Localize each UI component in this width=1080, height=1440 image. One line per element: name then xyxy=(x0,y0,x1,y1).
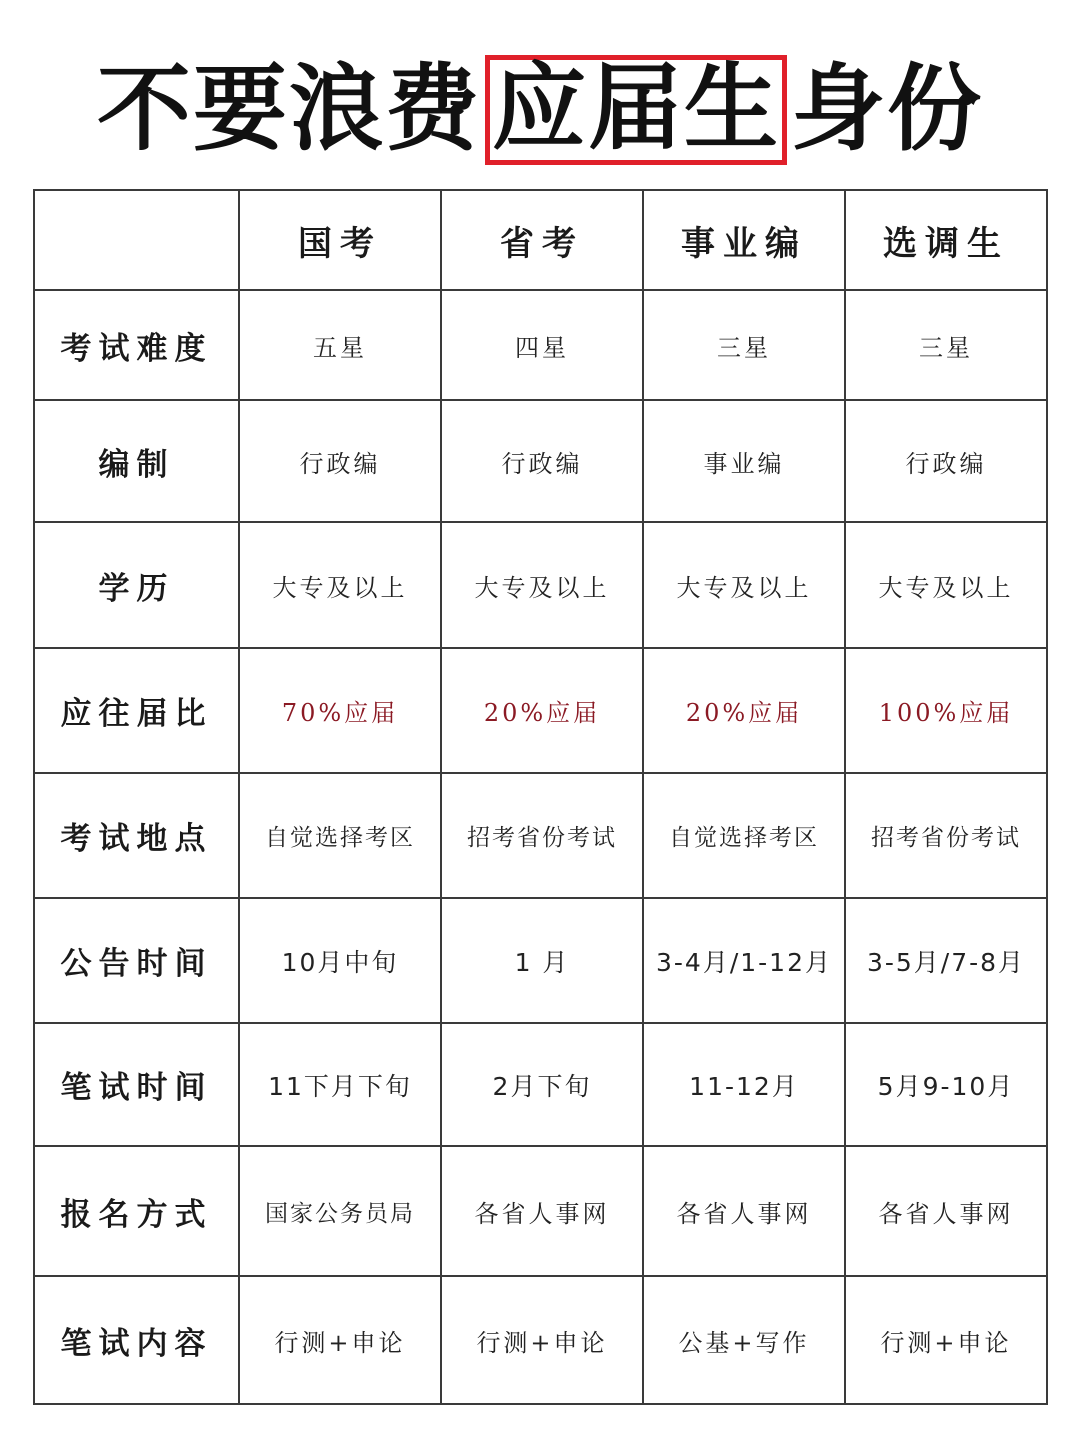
table-cell: 四星 xyxy=(441,290,643,400)
title-prefix: 不要浪费 xyxy=(96,55,481,164)
table-cell: 大专及以上 xyxy=(239,522,441,648)
table-cell: 10月中旬 xyxy=(239,898,441,1023)
corner-cell xyxy=(34,190,239,290)
table-row xyxy=(34,648,1047,773)
row-label: 应往届比 xyxy=(34,648,239,773)
table-cell: 20%应届 xyxy=(441,648,643,773)
table-cell: 3-5月/7-8月 xyxy=(845,898,1047,1023)
table-cell: 各省人事网 xyxy=(441,1146,643,1276)
column-header-shengkao: 省考 xyxy=(441,190,643,290)
table-cell: 5月9-10月 xyxy=(845,1023,1047,1146)
comparison-table xyxy=(33,189,1048,1405)
table-cell: 20%应届 xyxy=(643,648,845,773)
table-cell: 行测+申论 xyxy=(441,1276,643,1404)
table-row xyxy=(34,1276,1047,1404)
title-highlight: 应届生 xyxy=(485,55,787,165)
table-cell: 三星 xyxy=(845,290,1047,400)
table-header-row xyxy=(34,190,1047,290)
table-row xyxy=(34,522,1047,648)
row-label: 报名方式 xyxy=(34,1146,239,1276)
row-label: 编制 xyxy=(34,400,239,522)
row-label: 公告时间 xyxy=(34,898,239,1023)
table-cell: 70%应届 xyxy=(239,648,441,773)
table-cell: 1 月 xyxy=(441,898,643,1023)
page-title xyxy=(0,52,1080,168)
table-row xyxy=(34,1023,1047,1146)
row-label: 学历 xyxy=(34,522,239,648)
table-cell: 事业编 xyxy=(643,400,845,522)
table-cell: 三星 xyxy=(643,290,845,400)
column-header-shiyebian: 事业编 xyxy=(643,190,845,290)
table-cell: 自觉选择考区 xyxy=(643,773,845,898)
table-cell: 100%应届 xyxy=(845,648,1047,773)
table-cell: 大专及以上 xyxy=(845,522,1047,648)
table-cell: 行测+申论 xyxy=(239,1276,441,1404)
table-cell: 11下月下旬 xyxy=(239,1023,441,1146)
table-cell: 招考省份考试 xyxy=(845,773,1047,898)
table-cell: 各省人事网 xyxy=(845,1146,1047,1276)
table-cell: 大专及以上 xyxy=(441,522,643,648)
column-header-xuandiaosheng: 选调生 xyxy=(845,190,1047,290)
table-row xyxy=(34,290,1047,400)
table-row xyxy=(34,773,1047,898)
row-label: 考试地点 xyxy=(34,773,239,898)
table-cell: 行政编 xyxy=(845,400,1047,522)
table-cell: 2月下旬 xyxy=(441,1023,643,1146)
table-cell: 公基+写作 xyxy=(643,1276,845,1404)
table-cell: 五星 xyxy=(239,290,441,400)
table-cell: 3-4月/1-12月 xyxy=(643,898,845,1023)
table-cell: 自觉选择考区 xyxy=(239,773,441,898)
table-cell: 招考省份考试 xyxy=(441,773,643,898)
table-cell: 行政编 xyxy=(239,400,441,522)
table-cell: 国家公务员局 xyxy=(239,1146,441,1276)
row-label: 考试难度 xyxy=(34,290,239,400)
table-row xyxy=(34,898,1047,1023)
table-cell: 各省人事网 xyxy=(643,1146,845,1276)
table-cell: 11-12月 xyxy=(643,1023,845,1146)
row-label: 笔试时间 xyxy=(34,1023,239,1146)
title-suffix: 身份 xyxy=(791,55,984,164)
row-label: 笔试内容 xyxy=(34,1276,239,1404)
table-row xyxy=(34,400,1047,522)
table-cell: 行政编 xyxy=(441,400,643,522)
table-cell: 行测+申论 xyxy=(845,1276,1047,1404)
table-cell: 大专及以上 xyxy=(643,522,845,648)
column-header-guokao: 国考 xyxy=(239,190,441,290)
table-row xyxy=(34,1146,1047,1276)
